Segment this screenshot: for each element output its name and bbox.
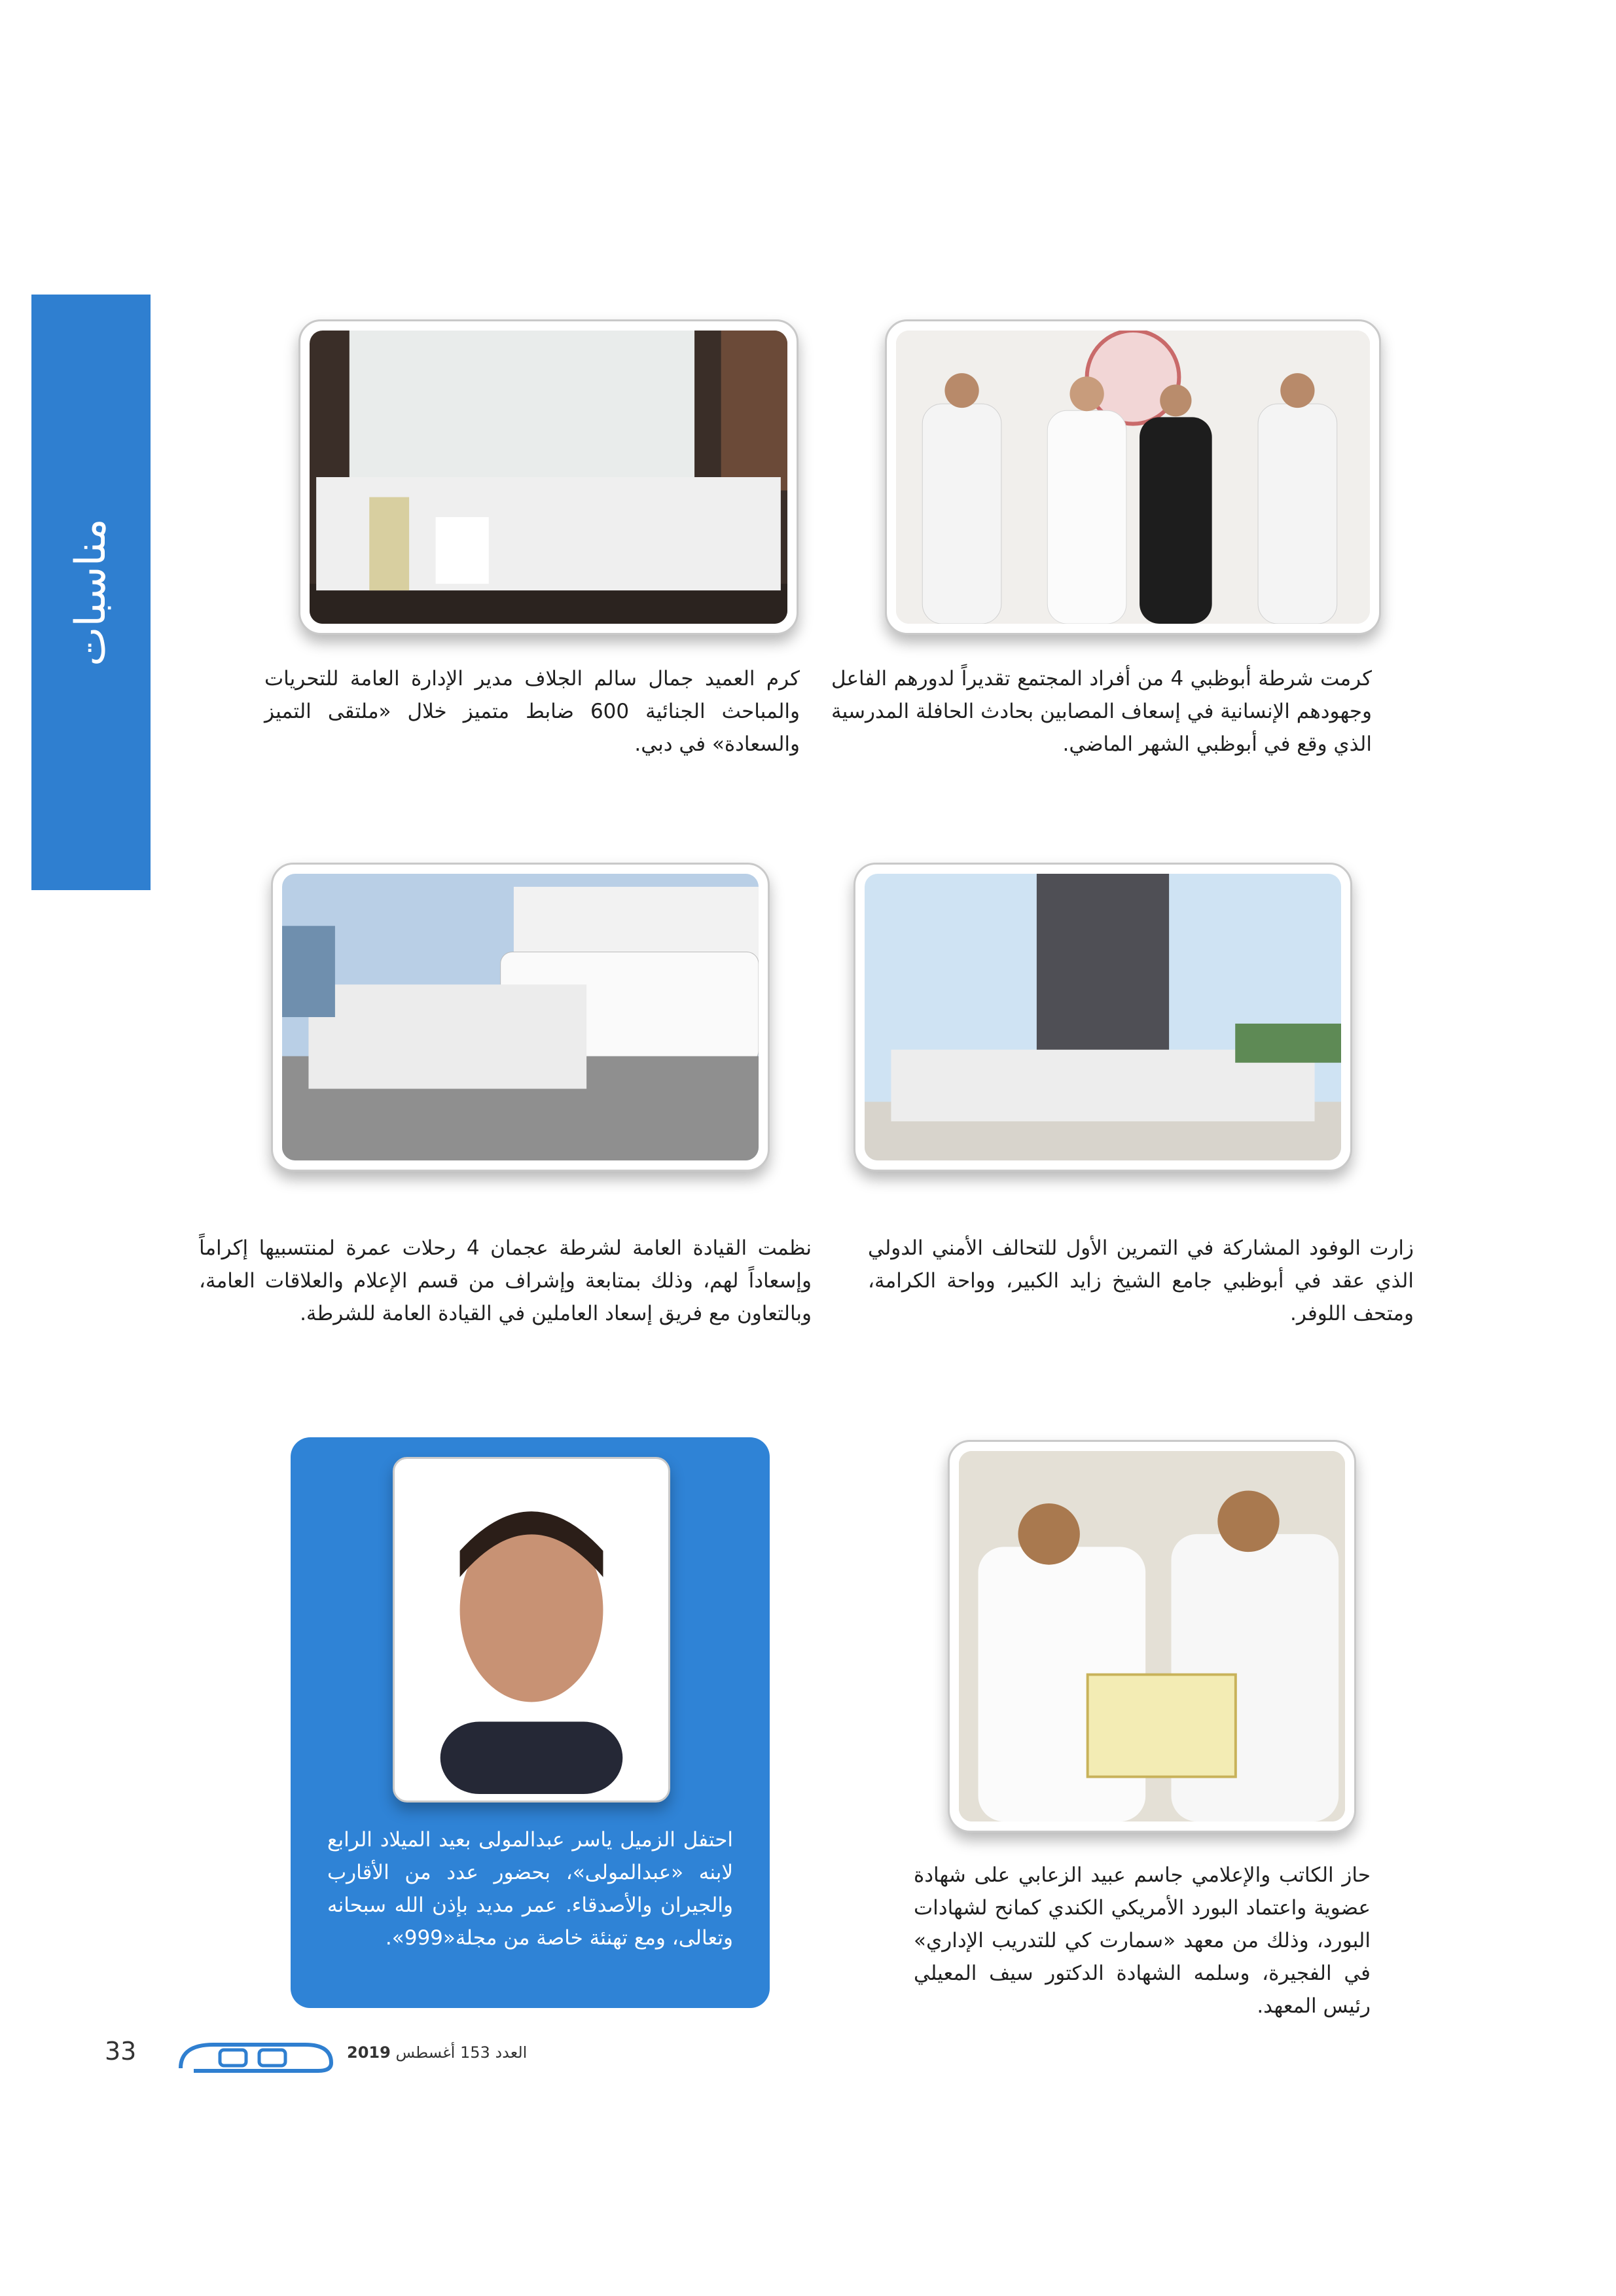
issue-info — [347, 2043, 527, 2062]
magazine-logo — [174, 2032, 344, 2077]
photo-stage-group — [298, 319, 799, 635]
caption-stage-group: كرم العميد جمال سالم الجلاف مدير الإدارة العامة للتحريات والمباحث الجنائية 600 ضابط متميز خلال «ملتقى التميز والسعادة» في دبي. — [264, 667, 800, 756]
issue-year: 2019 — [347, 2043, 391, 2062]
section-tab — [31, 295, 151, 890]
caption-police-honoring: كرمت شرطة أبوظبي 4 من أفراد المجتمع تقديراً لدورهم الفاعل وجهودهم الإنسانية في إسعاف المصابين بحادث الحافلة المدرسية الذي وقع في أبوظبي الشهر الماضي. — [831, 667, 1372, 756]
issue-label: العدد — [495, 2043, 528, 2062]
caption-delegation-visit: زارت الوفود المشاركة في التمرين الأول للتحالف الأمني الدولي الذي عقد في أبوظبي جامع الشيخ زايد الكبير، وواحة الكرامة، ومتحف اللوفر. — [868, 1236, 1414, 1325]
page-number: 33 — [105, 2037, 137, 2066]
caption-birthday: احتفل الزميل ياسر عبدالمولى بعيد الميلاد الرابع لابنه «عبدالمولى»، بحضور عدد من الأقارب والجيران والأصدقاء. عمر مديد بإذن الله سبحانه وتعالى، ومع تهنئة خاصة من مجلة«999». — [327, 1828, 733, 1950]
section-title: مناسبات — [67, 518, 115, 666]
caption-umrah-trip: نظمت القيادة العامة لشرطة عجمان 4 رحلات عمرة لمنتسبيها إكراماً وإسعاداً لهم، وذلك بمتابعة وإشراف من قسم الإعلام والعلاقات العامة، وبالتعاون مع فريق إسعاد العاملين في القيادة العامة للشرطة. — [199, 1236, 812, 1325]
photo-police-honoring — [885, 319, 1381, 635]
issue-number: 153 — [460, 2043, 490, 2062]
photo-certificate — [948, 1440, 1356, 1833]
page-footer — [105, 2032, 528, 2077]
issue-month: أغسطس — [395, 2043, 456, 2062]
birthday-box — [291, 1437, 770, 2008]
photo-umrah-trip — [271, 863, 770, 1172]
caption-certificate: حاز الكاتب والإعلامي جاسم عبيد الزعابي على شهادة عضوية واعتماد البورد الأمريكي الكندي كمانح لشهادات البورد، وذلك من معهد «سمارت كي للتدريب الإداري» في الفجيرة، وسلمه الشهادة الدكتور سيف المعيلي رئيس المعهد. — [914, 1863, 1371, 2018]
photo-delegation-visit — [853, 863, 1352, 1172]
photo-child — [393, 1457, 670, 1803]
